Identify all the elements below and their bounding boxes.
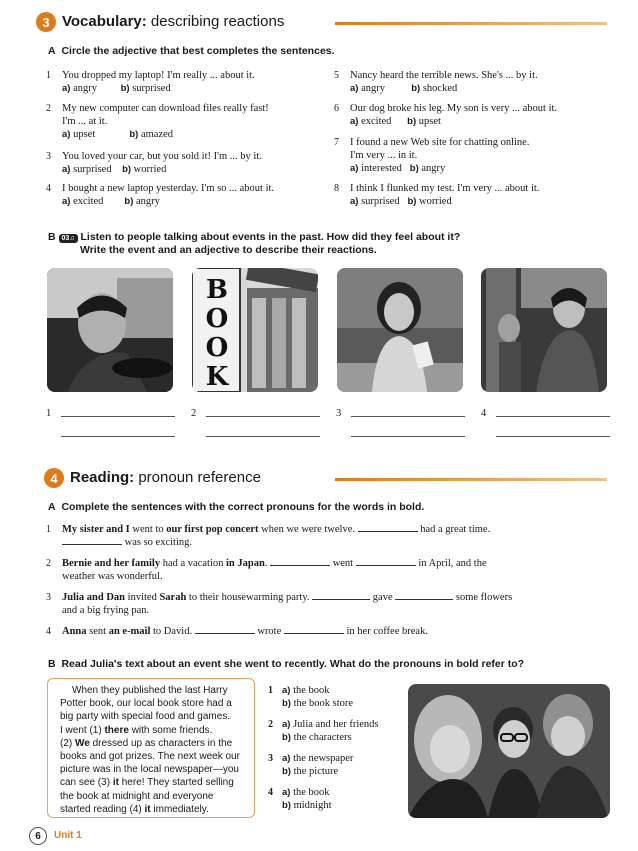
photo-man-driving	[47, 268, 173, 392]
bold-phrase: in Japan	[226, 558, 265, 569]
sentence-text: had a great time.	[420, 524, 491, 535]
bold-phrase: an e-mail	[108, 626, 151, 637]
photo-4-answer-line-1[interactable]	[496, 416, 610, 417]
item-number: 3	[46, 592, 51, 603]
item-text: I found a new Web site for chatting online.	[350, 137, 530, 148]
option-b-label: b)	[129, 129, 139, 140]
unit-label: Unit 1	[54, 830, 82, 841]
item-number: 5	[334, 70, 339, 81]
sentence-text: when we were twelve.	[258, 524, 355, 535]
option-a-label: a)	[350, 83, 359, 94]
photo-3-answer-line-2[interactable]	[351, 436, 465, 437]
item-number: 4	[46, 183, 51, 194]
option-b[interactable]: the picture	[293, 766, 339, 777]
option-b-label: b)	[411, 83, 421, 94]
answer-blank[interactable]	[358, 531, 418, 532]
vocab-item-5	[334, 69, 624, 99]
option-b[interactable]: angry	[136, 196, 160, 207]
option-a-label: a)	[350, 116, 359, 127]
part-a-letter: A	[48, 501, 56, 513]
pronoun-bold: there	[104, 724, 129, 736]
photo-people-on-bus	[481, 268, 607, 392]
item-text: I think I flunked my test. I'm very ... about it.	[350, 183, 540, 194]
option-b-label: b)	[407, 116, 417, 127]
bold-phrase: Anna	[62, 626, 87, 637]
item-text: Nancy heard the terrible news. She's ... by it.	[350, 70, 538, 81]
option-b[interactable]: worried	[419, 196, 452, 207]
answer-blank[interactable]	[62, 544, 122, 545]
option-a[interactable]: excited	[73, 196, 104, 207]
option-b[interactable]: the characters	[293, 732, 352, 743]
photo-1-answer-line-1[interactable]	[61, 416, 175, 417]
item-number: 1	[46, 524, 51, 535]
option-b-label: b)	[282, 766, 291, 777]
julia-text-box	[47, 678, 255, 818]
option-a[interactable]: surprised	[361, 196, 400, 207]
section-3-rule	[335, 22, 607, 25]
section-3-title-rest: describing reactions	[146, 13, 285, 30]
bold-phrase: our first pop concert	[166, 524, 259, 535]
sentence-text: was so exciting.	[124, 537, 192, 548]
pronoun-bold: it	[112, 777, 119, 789]
photo-smiling-woman-image	[337, 268, 463, 392]
text-line: (2) We dressed up as characters in the	[60, 737, 233, 749]
part-b-text-1: Listen to people talking about events in the past. How did they feel about it?	[80, 231, 461, 243]
option-b[interactable]: angry	[421, 163, 446, 174]
photo-people-on-bus-image	[481, 268, 607, 392]
sentence-text: went to	[129, 524, 167, 535]
part-b-letter: B	[48, 231, 56, 243]
option-b[interactable]: surprised	[132, 83, 171, 94]
photo-2-answer-line-2[interactable]	[206, 436, 320, 437]
pronoun-bold: it	[144, 803, 151, 815]
bold-phrase: Sarah	[159, 592, 187, 603]
book-sign-letter: O	[205, 333, 229, 363]
text-line: When they published the last Harry	[72, 685, 228, 696]
vocab-item-8	[334, 182, 624, 212]
option-b[interactable]: upset	[418, 116, 441, 127]
bold-phrase: Julia and Dan	[62, 592, 126, 603]
option-b-label: b)	[282, 698, 291, 709]
vocab-item-4	[46, 182, 326, 212]
option-a-label: a)	[282, 787, 291, 798]
book-sign	[202, 276, 232, 392]
audio-track-icon[interactable]: 03 ♫	[59, 234, 78, 243]
item-text: Our dog broke his leg. My son is very ... about it.	[350, 103, 558, 114]
option-b-label: b)	[407, 196, 417, 207]
vocab-item-1	[46, 69, 326, 99]
photo-man-driving-image	[47, 268, 173, 392]
sentence-text: went	[332, 558, 354, 569]
sentence-text: to their housewarming party.	[186, 592, 310, 603]
option-b-label: b)	[409, 163, 419, 174]
section-3-part-b-instruction	[48, 231, 460, 243]
vocab-item-3	[46, 150, 326, 180]
sentence-text: to David.	[150, 626, 193, 637]
photo-1-number: 1	[46, 408, 52, 419]
vocab-item-6	[334, 102, 624, 132]
item-number: 3	[268, 753, 273, 764]
sentence-text: invited	[125, 592, 160, 603]
item-number: 2	[46, 558, 51, 569]
item-number: 2	[268, 719, 273, 730]
sentence-text: some flowers	[455, 592, 513, 603]
part-a-text-end: .	[421, 501, 425, 513]
option-b-label: b)	[282, 800, 291, 811]
answer-blank[interactable]	[356, 565, 416, 566]
bold-phrase: Bernie and her family	[62, 558, 161, 569]
sentence-text: in her coffee break.	[346, 626, 428, 637]
photo-costume-party-image	[408, 684, 610, 818]
text-line: the book at midnight and everyone	[60, 790, 214, 802]
option-a[interactable]: angry	[73, 83, 97, 94]
option-a[interactable]: interested	[361, 163, 402, 174]
option-a-label: a)	[62, 129, 71, 140]
answer-blank[interactable]	[270, 565, 330, 566]
audio-track-number: 03	[61, 235, 70, 242]
option-a[interactable]: angry	[361, 83, 385, 94]
photo-4-number: 4	[481, 408, 487, 419]
section-4-part-b-instruction	[48, 658, 524, 670]
item-number: 4	[46, 626, 51, 637]
text-line: books and got prizes. The next week our	[60, 751, 240, 763]
item-text: You loved your car, but you sold it! I'm ... by it.	[62, 151, 262, 162]
section-3-part-b-instruction-2: Write the event and an adjective to describe their reactions.	[80, 244, 377, 256]
part-b-letter: B	[48, 658, 56, 670]
item-number: 6	[334, 103, 339, 114]
item-text: I bought a new laptop yesterday. I'm so ... about it.	[62, 183, 275, 194]
item-text-line-2: I'm very ... in it.	[350, 150, 418, 161]
item-number: 8	[334, 183, 339, 194]
option-a-label: a)	[282, 685, 291, 696]
photo-costume-party	[408, 684, 610, 818]
option-a[interactable]: surprised	[73, 164, 112, 175]
answer-blank[interactable]	[312, 599, 370, 600]
photo-book-store	[192, 268, 318, 392]
answer-blank[interactable]	[284, 633, 344, 634]
page-number: 6	[29, 827, 47, 845]
vocab-item-7	[334, 136, 624, 180]
section-3-title	[62, 13, 284, 30]
sentence-text: weather was wonderful.	[62, 571, 163, 582]
option-b[interactable]: the book store	[293, 698, 354, 709]
photo-2-answer-line-1[interactable]	[206, 416, 320, 417]
item-number: 1	[46, 70, 51, 81]
option-a[interactable]: excited	[361, 116, 392, 127]
option-a-label: a)	[282, 719, 291, 730]
option-a-label: a)	[62, 164, 71, 175]
option-a-label: a)	[282, 753, 291, 764]
option-b-label: b)	[120, 83, 130, 94]
text-line: started reading (4) it immediately.	[60, 803, 209, 815]
sentence-text: and a big frying pan.	[62, 605, 150, 616]
item-text: My new computer can download files really fast!	[62, 103, 269, 114]
option-a[interactable]: Julia and her friends	[293, 719, 379, 730]
answer-blank[interactable]	[195, 633, 255, 634]
photo-3-answer-line-1[interactable]	[351, 416, 465, 417]
photo-4-answer-line-2[interactable]	[496, 436, 610, 437]
option-a-label: a)	[62, 196, 71, 207]
section-4-part-a-instruction	[48, 501, 424, 513]
sentence-text: sent	[86, 626, 109, 637]
section-3-badge: 3	[36, 12, 56, 32]
section-4-badge: 4	[44, 468, 64, 488]
sentence-text: gave	[372, 592, 393, 603]
item-number: 7	[334, 137, 339, 148]
photo-2-number: 2	[191, 408, 197, 419]
option-a[interactable]: upset	[73, 129, 96, 140]
item-number: 1	[268, 685, 273, 696]
option-a-label: a)	[62, 83, 71, 94]
item-number: 3	[46, 151, 51, 162]
text-line: can see (3) it here! They started selling	[60, 777, 234, 789]
option-b-label: b)	[122, 164, 132, 175]
book-sign-letter: B	[206, 275, 228, 305]
option-a[interactable]: the book	[293, 787, 330, 798]
part-b-text-end: refer to?	[478, 658, 525, 670]
text-line: big party with special food and games.	[60, 711, 231, 723]
option-b-label: b)	[124, 196, 134, 207]
option-a[interactable]: the newspaper	[293, 753, 354, 764]
item-number: 2	[46, 103, 51, 114]
section-4-title-rest: pronoun reference	[134, 469, 261, 486]
option-b[interactable]: worried	[133, 164, 167, 175]
text-line: I went (1) there with some friends.	[60, 724, 213, 736]
sentence-text: wrote	[257, 626, 282, 637]
option-b[interactable]: amazed	[140, 129, 174, 140]
option-b[interactable]: midnight	[293, 800, 332, 811]
part-a-text: Complete the sentences with the correct pronouns for the words in	[61, 501, 400, 513]
option-b[interactable]: shocked	[422, 83, 458, 94]
sentence-text: .	[264, 558, 268, 569]
text-line: Potter book, our local book store had a	[60, 698, 232, 710]
part-a-text: Circle the adjective that best completes the sentences.	[61, 45, 335, 57]
section-4-title	[70, 469, 261, 486]
option-b-label: b)	[282, 732, 291, 743]
item-number: 4	[268, 787, 273, 798]
pronoun-bold: We	[75, 737, 90, 749]
part-a-bold-word: bold	[399, 501, 422, 513]
section-3-title-bold: Vocabulary:	[62, 13, 147, 30]
section-4-rule	[335, 478, 607, 481]
option-a-label: a)	[350, 196, 359, 207]
part-a-letter: A	[48, 45, 56, 57]
sentence-text: had a vacation	[160, 558, 226, 569]
item-text: You dropped my laptop! I'm really ... about it.	[62, 70, 255, 81]
option-a-label: a)	[350, 163, 359, 174]
answer-blank[interactable]	[395, 599, 453, 600]
option-a[interactable]: the book	[293, 685, 330, 696]
sentence-text: in April, and the	[418, 558, 487, 569]
section-4-title-bold: Reading:	[70, 469, 135, 486]
photo-3-number: 3	[336, 408, 342, 419]
part-b-bold-word: bold	[456, 658, 479, 670]
part-b-text: Read Julia's text about an event she went to recently. What do the pronouns in	[61, 658, 457, 670]
item-text-line-2: I'm ... at it.	[62, 116, 108, 127]
section-3-part-a-instruction	[48, 45, 335, 57]
text-line: picture was in the local newspaper—you	[60, 764, 239, 776]
book-sign-letter: K	[205, 362, 229, 392]
photo-1-answer-line-2[interactable]	[61, 436, 175, 437]
photo-smiling-woman	[337, 268, 463, 392]
bold-phrase: My sister and I	[62, 524, 130, 535]
book-sign-letter: O	[205, 304, 229, 334]
vocab-item-2	[46, 102, 326, 146]
